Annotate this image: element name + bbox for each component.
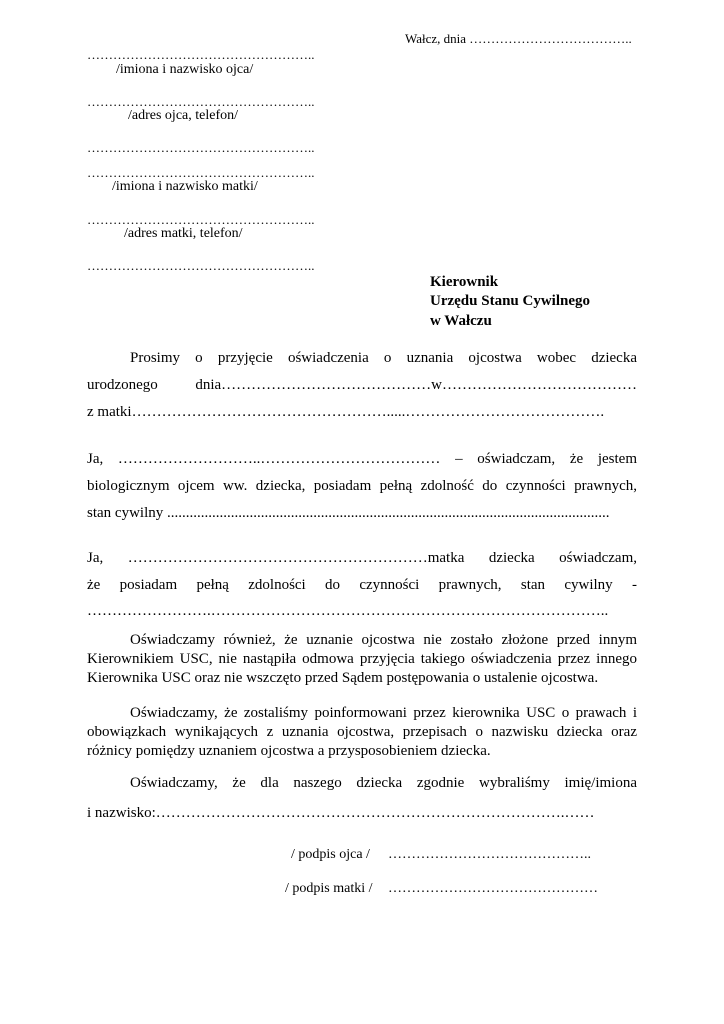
name-choice-line-1: Oświadczamy, że dla naszego dziecka zgodnie wybraliśmy imię/imiona	[130, 775, 637, 791]
father-signature-label: / podpis ojca /	[291, 847, 370, 862]
father-address-label: /adres ojca, telefon/	[128, 108, 239, 123]
mother-name-label: /imiona i nazwisko matki/	[112, 179, 258, 194]
mother-signature-line: ………………………………………	[388, 881, 598, 896]
declaration-paragraph-1	[87, 631, 637, 688]
addressee-line-3: w Wałczu	[430, 313, 492, 329]
mother-name-line: ……………………………………………..	[87, 165, 315, 180]
extra-line-2: ……………………………………………..	[87, 258, 315, 273]
father-statement-line-1: Ja, ………………………..……………………………… – oświadczam, że jestem	[87, 451, 637, 467]
mother-signature-label: / podpis matki /	[285, 881, 373, 896]
father-address-line: ……………………………………………..	[87, 94, 315, 109]
request-line-2: urodzonego dnia……………………………………w…………………………………	[87, 377, 637, 393]
declaration-paragraph-2	[87, 704, 637, 761]
father-name-line: ……………………………………………..	[87, 47, 315, 62]
father-statement-line-2: biologicznym ojcem ww. dziecka, posiadam pełną zdolność do czynności prawnych,	[87, 478, 637, 494]
extra-line-1: ……………………………………………..	[87, 140, 315, 155]
mother-statement-line-1: Ja, ……………………………………………………matka dziecka oświadczam,	[87, 550, 637, 566]
name-choice-line-2: i nazwisko:……………………………………………………………………….……	[87, 805, 595, 821]
request-line-1: Prosimy o przyjęcie oświadczenia o uznania ojcostwa wobec dziecka	[130, 350, 637, 366]
mother-address-label: /adres matki, telefon/	[124, 226, 243, 241]
place-date-line: Wałcz, dnia ………………………………..	[405, 31, 632, 46]
mother-address-line: ……………………………………………..	[87, 212, 315, 227]
father-signature-line: ……………………………………..	[388, 847, 591, 862]
addressee-line-1: Kierownik	[430, 274, 499, 290]
addressee-line-2: Urzędu Stanu Cywilnego	[430, 293, 591, 309]
declaration-text-1: Oświadczamy również, że uznanie ojcostwa nie zostało złożone przed innym Kierownikiem USC, nie nastąpiła odmowa przyjęcia takiego oświadczenia przez innego Kierownika USC oraz nie wszczęto przed Sądem postępowania o ustalenie ojcostwa.	[87, 632, 637, 686]
mother-statement-line-3: …………………….……………………………………………………………………..	[87, 603, 609, 619]
father-name-label: /imiona i nazwisko ojca/	[116, 62, 254, 77]
request-line-3: z matki…………………………………………….....………………………………….	[87, 404, 605, 420]
father-statement-line-3: stan cywilny ......................................................................................................................	[87, 505, 610, 521]
mother-statement-line-2: że posiadam pełną zdolności do czynności prawnych, stan cywilny -	[87, 577, 637, 593]
declaration-text-2: Oświadczamy, że zostaliśmy poinformowani przez kierownika USC o prawach i obowiązkach wynikających z uznania ojcostwa, przepisach o nazwisku dziecka oraz różnicy pomiędzy uznaniem ojcostwa a przysposobieniem dziecka.	[87, 705, 637, 759]
